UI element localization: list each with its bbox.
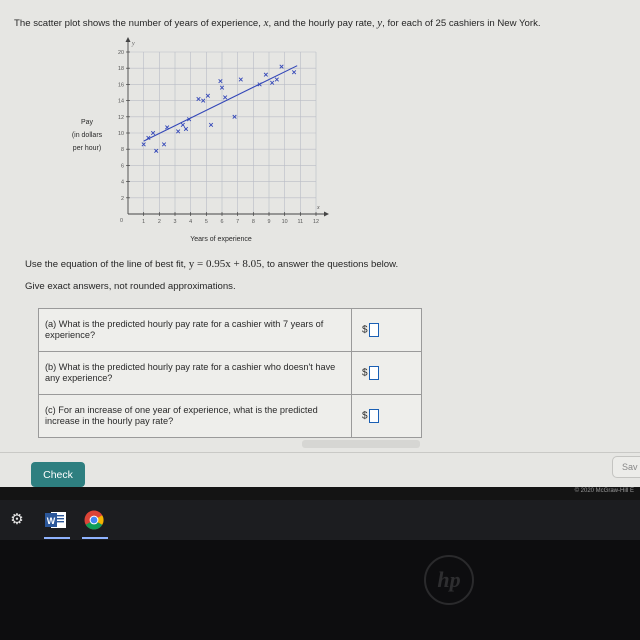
instruction-suffix: , to answer the questions below. [261,259,399,270]
x-tick-label: 2 [157,219,161,225]
x-tick-label: 3 [173,219,177,225]
data-point [270,81,274,85]
questions-table [38,308,422,438]
data-point [280,65,284,69]
data-point [292,70,296,74]
instruction-exact: Give exact answers, not rounded approximations. [25,281,236,292]
question-row-c [39,395,422,438]
data-point [275,78,279,82]
best-fit-line [144,66,298,141]
word-active-indicator [44,537,70,539]
x-tick-label: 4 [189,219,193,225]
x-tick-label: 6 [220,219,224,225]
question-c-text: (c) For an increase of one year of experience, what is the predicted increase in the hourly pay rate? [39,395,352,438]
question-part2: , and the hourly pay rate, [268,18,378,29]
y-axis-label-line1: Pay [80,119,94,126]
question-part3: , for each of 25 cashiers in New York. [382,18,541,29]
x-tick-label: 5 [204,219,208,225]
dollar-sign: $ [362,324,368,336]
question-row-a [39,309,422,352]
horizontal-scrollbar[interactable] [302,440,420,448]
x-tick-label: 8 [251,219,255,225]
data-point [176,130,180,134]
data-point [223,96,227,100]
y-axis-arrow [126,37,131,42]
x-tick-label: 11 [297,219,304,225]
origin-label: 0 [120,218,123,224]
x-tick-label: 12 [313,219,319,225]
check-button[interactable]: Check [31,462,85,487]
answer-c-cell [352,395,422,438]
y-tick-label: 16 [118,82,124,89]
scatter-plot [0,0,640,250]
data-point [154,149,158,153]
data-point [197,97,201,101]
data-point [184,127,188,131]
y-tick-label: 14 [118,98,124,105]
word-app-icon[interactable] [45,511,67,529]
data-point [206,94,210,98]
y-axis-label-line3: per hour) [72,145,102,152]
question-a-text: (a) What is the predicted hourly pay rate for a cashier with 7 years of experience? [39,309,352,352]
question-part1: The scatter plot shows the number of years of experience, [14,18,264,29]
x-axis-letter: x [317,205,320,211]
chrome-icon[interactable] [84,510,104,530]
dollar-sign: $ [362,367,368,379]
copyright-text: © 2020 McGraw-Hill E [574,488,634,494]
data-point [209,123,213,127]
y-axis-label-line2: (in dollars [71,132,103,139]
x-tick-label: 1 [142,219,146,225]
word-letter: W [46,516,56,526]
dollar-sign: $ [362,410,368,422]
x-axis-label: Years of experience [190,236,252,243]
y-tick-label: 18 [118,66,124,73]
taskbar [0,500,640,540]
answer-b-input[interactable] [369,366,379,380]
data-point [165,126,169,130]
y-tick-label: 8 [121,147,124,154]
footer-divider [0,452,640,453]
chrome-active-indicator [82,537,108,539]
best-fit-line-group [144,66,298,141]
gear-icon[interactable]: ⚙ [10,511,24,528]
variable-y: y [377,17,383,29]
y-tick-label: 20 [118,50,124,56]
y-axis-letter: y [132,41,135,47]
y-tick-label: 6 [121,163,124,170]
axis-labels [72,41,320,243]
hp-logo: hp [424,555,474,605]
x-tick-label: 9 [267,219,271,225]
data-point [162,143,166,147]
question-row-b [39,352,422,395]
x-tick-label: 10 [281,219,288,225]
data-point [239,78,243,82]
data-point [181,123,185,127]
y-tick-label: 12 [118,114,124,121]
plot-axes [126,37,330,217]
instruction-prefix: Use the equation of the line of best fit, [25,259,189,270]
x-tick-label: 7 [236,219,240,225]
variable-x: x [263,17,269,29]
plot-grid [128,52,316,214]
answer-b-cell [352,352,422,395]
y-tick-label: 10 [118,131,124,137]
save-button[interactable]: Sav [612,456,640,478]
answer-a-cell [352,309,422,352]
y-tick-label: 2 [121,195,124,202]
data-point [219,79,223,83]
footer-bar [0,487,640,500]
x-axis-arrow [324,212,329,217]
best-fit-equation: y = 0.95x + 8.05 [188,258,262,270]
y-tick-label: 4 [121,179,124,186]
instruction-equation [25,258,398,270]
answer-c-input[interactable] [369,409,379,423]
answer-a-input[interactable] [369,323,379,337]
data-point [264,73,268,77]
question-b-text: (b) What is the predicted hourly pay rate for a cashier who doesn't have any experience? [39,352,352,395]
